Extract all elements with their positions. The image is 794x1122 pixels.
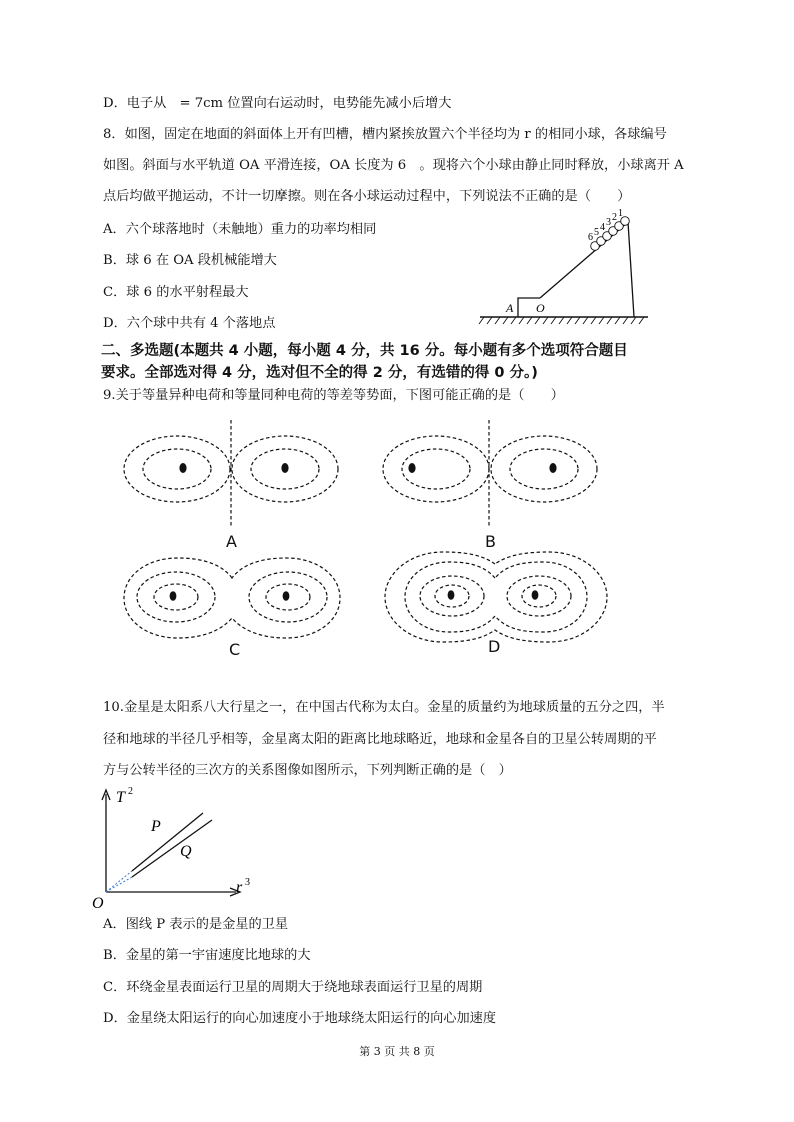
section2-heading-line2: 要求。全部选对得 4 分，选对但不全的得 2 分，有选错的得 0 分。) <box>101 365 538 381</box>
page-footer: 第 3 页 共 8 页 <box>359 1045 435 1058</box>
q9-label-a: A <box>226 532 237 551</box>
q10-stem-line2: 径和地球的半径几乎相等，金星离太阳的距离比地球略近，地球和金星各自的卫星公转周期的平 <box>103 732 657 747</box>
q10-option-b: B．金星的第一宇宙速度比地球的大 <box>103 948 311 963</box>
q8-option-d: D．六个球中共有 4 个落地点 <box>103 316 276 331</box>
q10-option-d: D．金星绕太阳运行的向心加速度小于地球绕太阳运行的向心加速度 <box>103 1011 497 1026</box>
q10-option-a: A．图线 P 表示的是金星的卫星 <box>103 917 289 932</box>
ball-label-1: 1 <box>618 208 623 219</box>
q8-stem-line3: 点后均做平抛运动，不计一切摩擦。则在各小球运动过程中，下列说法不正确的是（ ） <box>103 189 631 204</box>
ball-label-2: 2 <box>612 212 617 223</box>
q9-figure-a <box>118 418 344 530</box>
point-o-label: O <box>536 301 545 315</box>
q9-stem: 9.关于等量异种电荷和等量同种电荷的等差等势面，下图可能正确的是（ ） <box>103 388 564 403</box>
x-axis-label: r <box>236 879 243 896</box>
point-a-label: A <box>506 301 514 315</box>
q8-option-b: B．球 6 在 OA 段机械能增大 <box>103 253 277 268</box>
q9-figure-b <box>377 418 603 530</box>
q10-graph <box>88 782 258 912</box>
q8-incline-figure <box>478 208 650 328</box>
q9-label-b: B <box>485 532 496 551</box>
q9-figure-d <box>383 550 609 644</box>
q8-stem-line1: 8．如图，固定在地面的斜面体上开有凹槽，槽内紧挨放置六个半径均为 r 的相同小球，各球编号 <box>103 127 667 142</box>
x-axis-exponent: 3 <box>245 877 250 888</box>
line-q-label: Q <box>180 843 192 860</box>
section2-heading-line1: 二、多选题(本题共 4 小题，每小题 4 分，共 16 分。每小题有多个选项符合题目 <box>101 343 628 359</box>
origin-label: O <box>92 895 104 912</box>
q10-option-c: C．环绕金星表面运行卫星的周期大于绕地球表面运行卫星的周期 <box>103 980 483 995</box>
ball-label-3: 3 <box>606 217 611 228</box>
q10-stem-line3: 方与公转半径的三次方的关系图像如图所示，下列判断正确的是（ ） <box>103 763 512 778</box>
ball-label-5: 5 <box>594 227 599 238</box>
y-axis-label: T <box>116 789 125 806</box>
ball-label-6: 6 <box>588 232 593 243</box>
q8-option-a: A．六个球落地时（未触地）重力的功率均相同 <box>103 222 377 237</box>
q10-stem-line1: 10.金星是太阳系八大行星之一，在中国古代称为太白。金星的质量约为地球质量的五分之四，半 <box>103 700 665 715</box>
q9-label-c: C <box>229 640 241 659</box>
q7-option-d: D．电子从 = 7cm 位置向右运动时，电势能先减小后增大 <box>103 96 452 111</box>
y-axis-exponent: 2 <box>128 786 133 797</box>
ball-label-4: 4 <box>600 222 605 233</box>
line-p-label: P <box>151 818 161 835</box>
q8-option-c: C．球 6 的水平射程最大 <box>103 285 249 300</box>
q9-label-d: D <box>488 637 501 656</box>
q8-stem-line2: 如图。斜面与水平轨道 OA 平滑连接，OA 长度为 6 。现将六个小球由静止同时释放，小球离开 A <box>103 158 684 173</box>
q9-figure-c <box>120 552 346 644</box>
